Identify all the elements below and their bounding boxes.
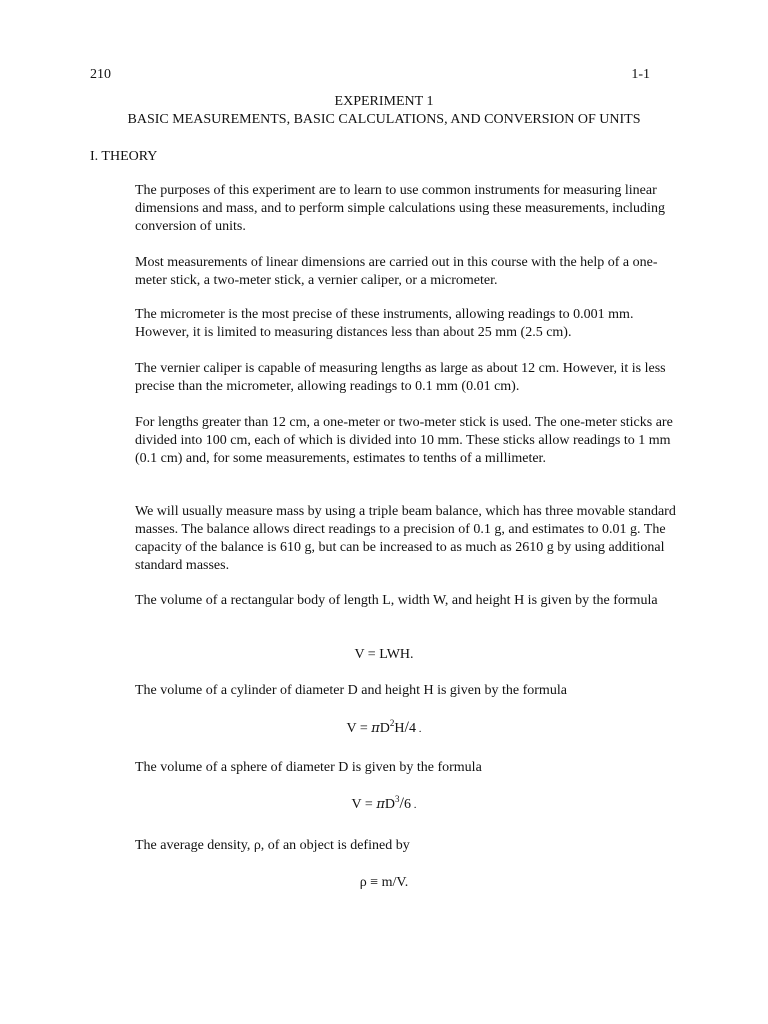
paragraph-linear-measurements: Most measurements of linear dimensions are carried out in this course with the help of a one-meter stick, a two-meter stick, a vernier caliper, or a micrometer. <box>135 255 658 288</box>
formula-base: D <box>384 797 395 812</box>
formula-base: D <box>379 721 390 736</box>
pi-symbol: π <box>371 721 380 736</box>
paragraph-volume-sphere: The volume of a sphere of diameter D is given by the formula <box>135 760 482 775</box>
formula-slash: / <box>399 795 404 812</box>
paragraph-density: The average density, ρ, of an object is defined by <box>135 838 410 853</box>
formula-end: . <box>416 723 422 735</box>
page-number-right: 1-1 <box>631 67 650 82</box>
page-number-left: 210 <box>90 67 111 82</box>
experiment-title: EXPERIMENT 1 <box>334 94 434 109</box>
experiment-subtitle: BASIC MEASUREMENTS, BASIC CALCULATIONS, AND CONVERSION OF UNITS <box>127 112 641 127</box>
formula-slash: / <box>404 719 409 736</box>
formula-rest: H <box>394 721 405 736</box>
formula-end: . <box>410 799 417 811</box>
paragraph-vernier-caliper: The vernier caliper is capable of measuring lengths as large as about 12 cm. However, it is less precise than the micrometer, allowing readings to 0.1 mm (0.01 cm). <box>135 361 666 394</box>
formula-cylinder-volume <box>0 719 768 738</box>
formula-exponent: 2 <box>389 718 395 728</box>
paragraph-volume-cylinder: The volume of a cylinder of diameter D and height H is given by the formula <box>135 683 567 698</box>
paragraph-purpose: The purposes of this experiment are to learn to use common instruments for measuring linear dimensions and mass, and to perform simple calculations using these measurements, including conversion of units. <box>135 183 665 234</box>
paragraph-mass-balance: We will usually measure mass by using a triple beam balance, which has three movable standard masses. The balance allows direct readings to a precision of 0.1 g, and estimates to 0.01 g. The capacity of the balance is 610 g, but can be increased to as much as 2610 g by using additional standard masses. <box>135 504 676 573</box>
paragraph-micrometer: The micrometer is the most precise of these instruments, allowing readings to 0.001 mm. However, it is limited to measuring distances less than about 25 mm (2.5 cm). <box>135 307 634 340</box>
paragraph-volume-rectangular: The volume of a rectangular body of length L, width W, and height H is given by the formula <box>135 593 658 608</box>
formula-denominator: 6 <box>403 797 411 812</box>
formula-density: ρ ≡ m/V. <box>359 875 409 890</box>
formula-exponent: 3 <box>394 794 400 804</box>
formula-lhs: V = <box>351 797 377 812</box>
formula-denominator: 4 <box>409 721 416 736</box>
formula-sphere-volume <box>0 795 768 814</box>
formula-rectangular-volume: V = LWH. <box>354 647 414 662</box>
section-heading: I. THEORY <box>90 149 158 164</box>
formula-lhs: V = <box>346 721 372 736</box>
pi-symbol: π <box>376 797 385 812</box>
paragraph-meter-stick: For lengths greater than 12 cm, a one-meter or two-meter stick is used. The one-meter sticks are divided into 100 cm, each of which is divided into 10 mm. These sticks allow readings to 1 mm (0.1 cm) and, for some measurements, estimates to tenths of a millimeter. <box>135 415 673 466</box>
